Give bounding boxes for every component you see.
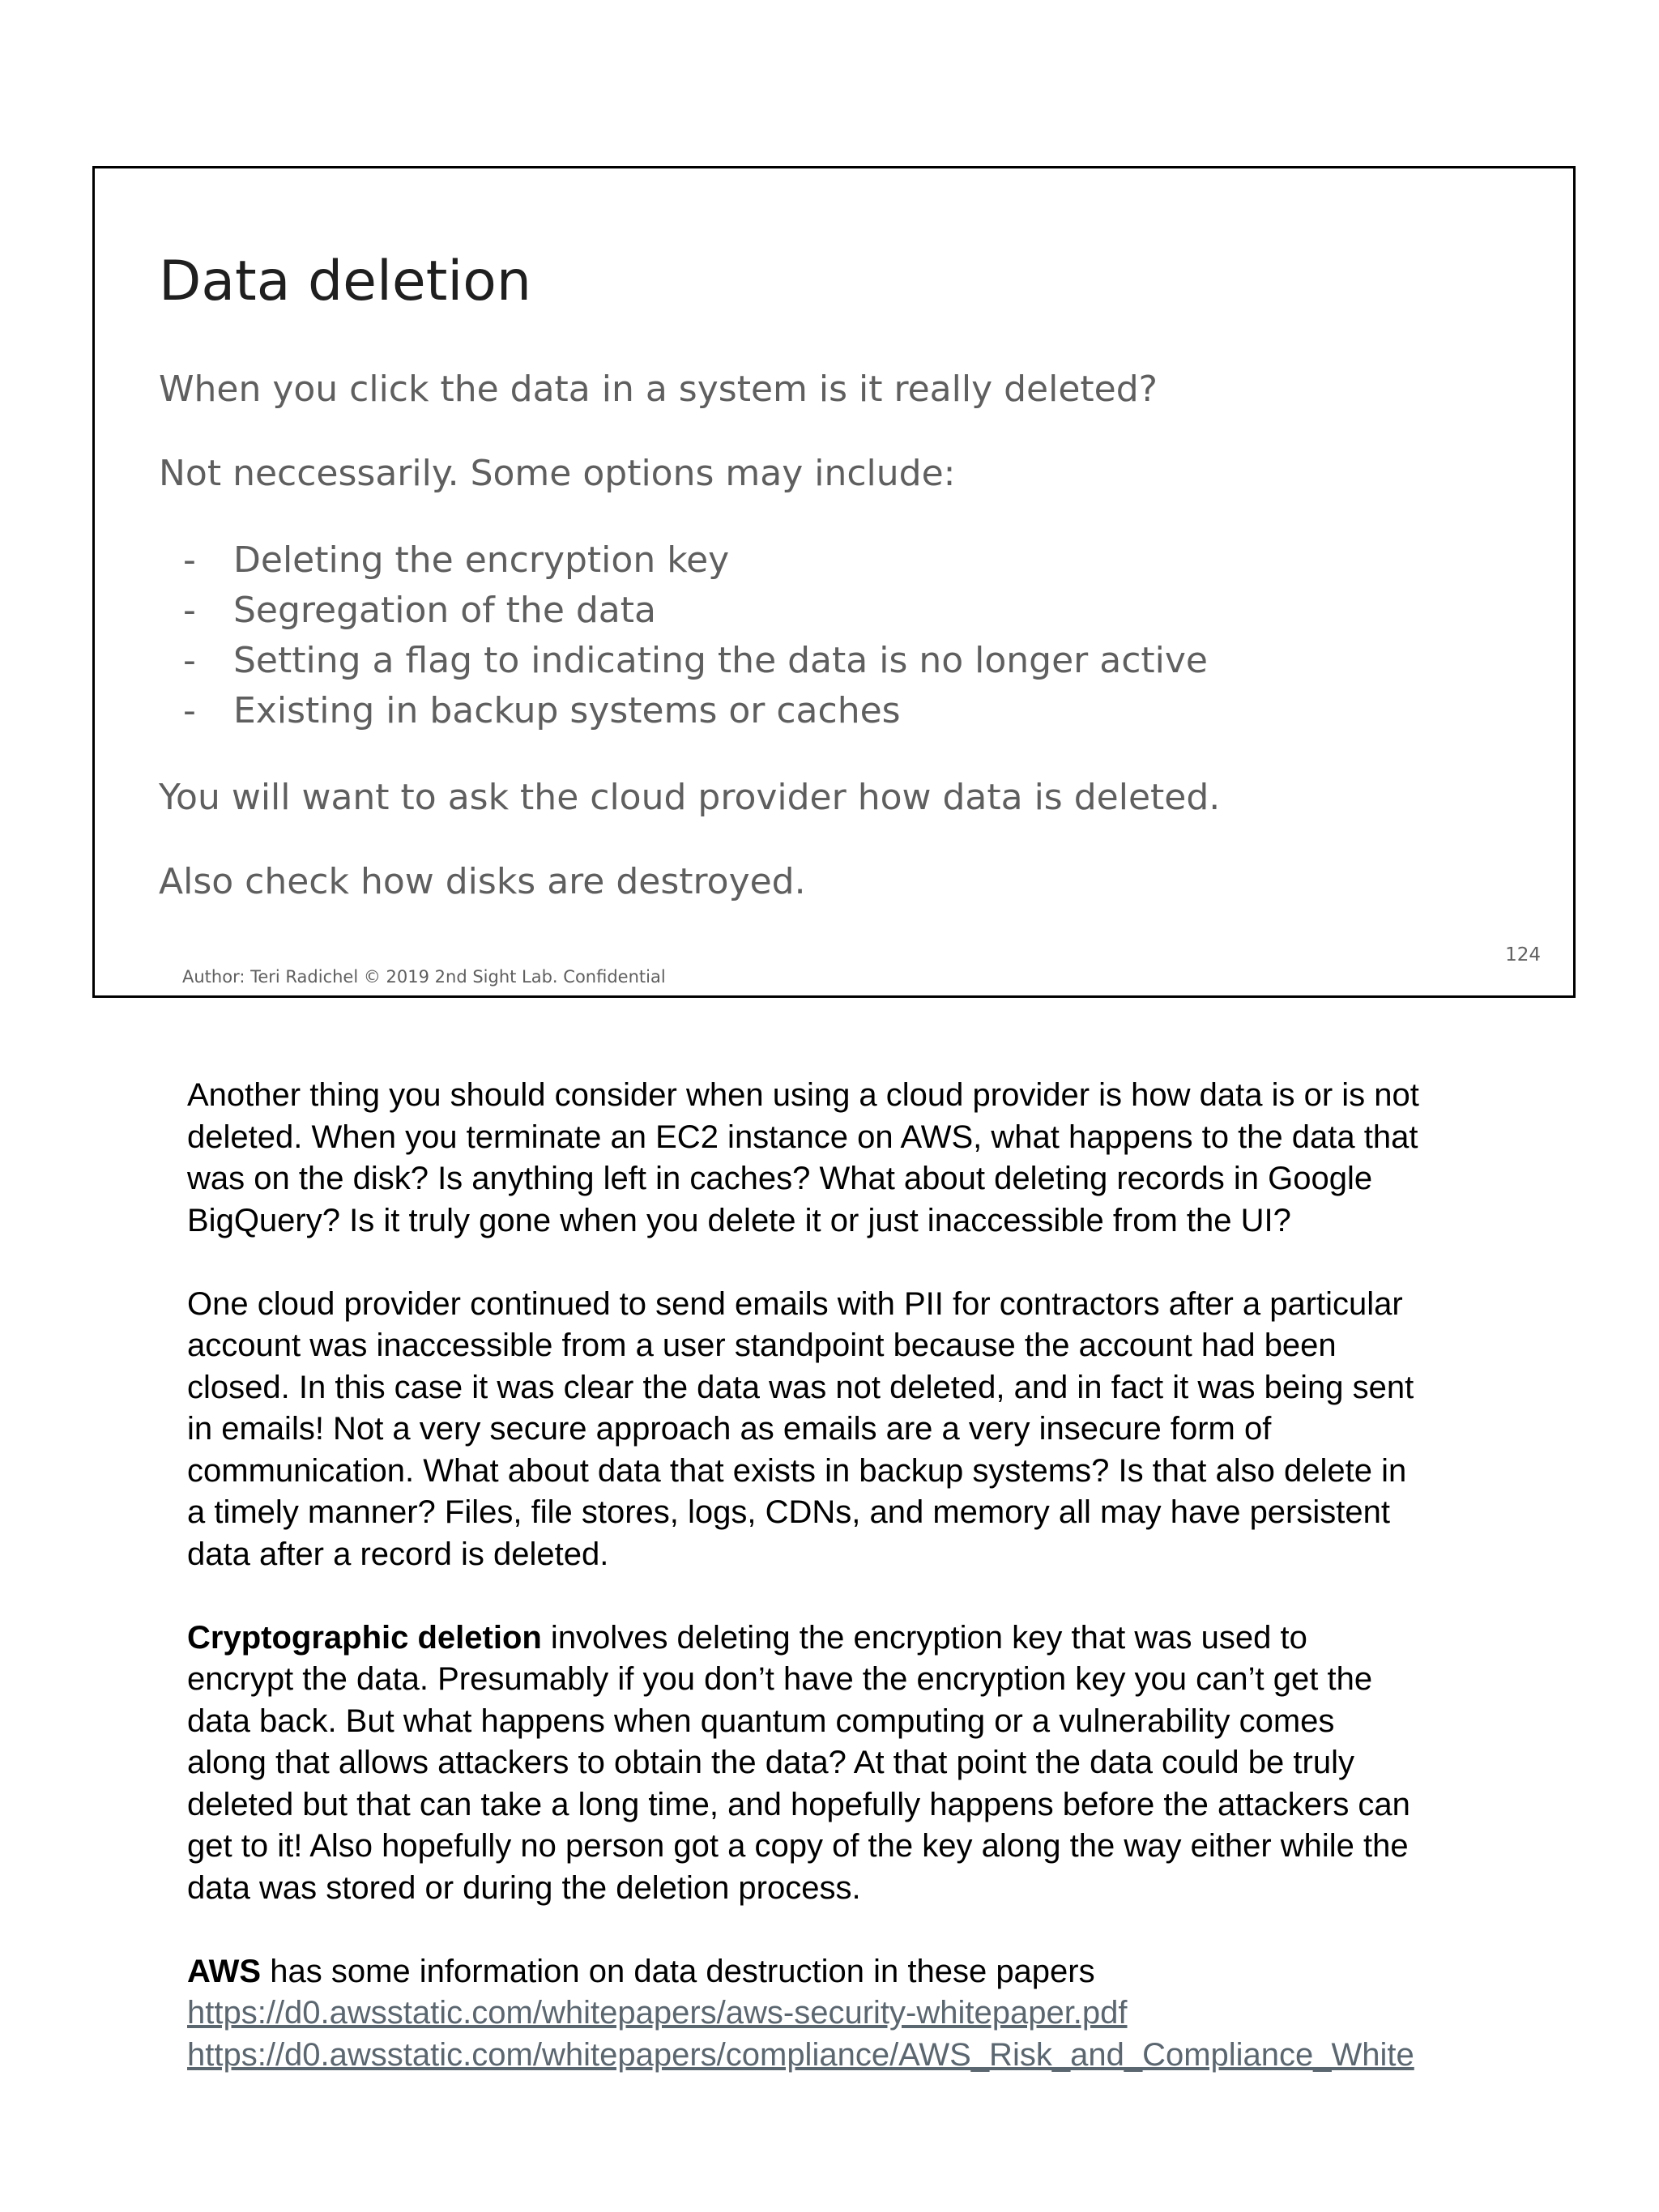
bullet-dash: -	[183, 690, 196, 731]
list-item: - Setting a flag to indicating the data is no longer active	[159, 636, 1536, 686]
aws-risk-compliance-link[interactable]: https://d0.awsstatic.com/whitepapers/compliance/AWS_Risk_and_Compliance_White	[187, 2036, 1414, 2073]
crypto-deletion-term: Cryptographic deletion	[187, 1619, 542, 1656]
slide-check: Also check how disks are destroyed.	[159, 861, 806, 902]
slide-question: When you click the data in a system is it really deleted?	[159, 369, 1158, 410]
slide-frame	[92, 166, 1576, 998]
slide-intro: Not neccessarily. Some options may include:	[159, 453, 956, 494]
aws-term: AWS	[187, 1953, 262, 1989]
slide-footer: Author: Teri Radichel © 2019 2nd Sight Lab. Confidential	[182, 967, 666, 987]
slide-page-number: 124	[1505, 944, 1541, 965]
slide-title: Data deletion	[159, 249, 531, 313]
aws-security-whitepaper-link[interactable]: https://d0.awsstatic.com/whitepapers/aws-security-whitepaper.pdf	[187, 1995, 1128, 2031]
bullet-dash: -	[183, 539, 196, 581]
slide-bullet-list	[159, 535, 1536, 736]
notes-paragraph-2: One cloud provider continued to send emails with PII for contractors after a particular account was inaccessible from a user standpoint because the account had been closed. In this case it was clear the data was not deleted, and in fact it was being sent in emails! Not a very secure approach as emails are a very insecure form of communication. What about data that exists in backup systems? Is that also delete in a timely manner? Files, file stores, logs, CDNs, and memory all may have persistent data after a record is deleted.	[187, 1285, 1414, 1572]
notes-paragraph-1: Another thing you should consider when using a cloud provider is how data is or is not deleted. When you terminate an EC2 instance on AWS, what happens to the data that was on the disk? Is anything left in caches? What about deleting records in Google BigQuery? Is it truly gone when you delete it or just inaccessible from the UI?	[187, 1077, 1419, 1238]
list-item: - Existing in backup systems or caches	[159, 686, 1536, 736]
notes-paragraph-3: Cryptographic deletion involves deleting the encryption key that was used to encrypt the data. Presumably if you don’t have the encryption key you can’t get the data back. But what happens when quantum computing or a vulnerability comes along that allows attackers to obtain the data? At that point the data could be truly deleted but that can take a long time, and hopefully happens before the attackers can get to it! Also hopefully no person got a copy of the key along the way either while the data was stored or during the deletion process.	[187, 1619, 1410, 1906]
slide-body	[159, 367, 1536, 905]
bullet-dash: -	[183, 590, 196, 631]
slide-advice: You will want to ask the cloud provider how data is deleted.	[159, 777, 1221, 818]
bullet-dash: -	[183, 640, 196, 681]
speaker-notes	[187, 1075, 1516, 2118]
notes-paragraph-4: AWS has some information on data destruction in these papers https://d0.awsstatic.com/whitepapers/aws-security-whitepaper.pdf https://d0.awsstatic.com/whitepapers/compliance/AWS_Risk_and_Compliance_White	[187, 1951, 1516, 2077]
list-item: - Segregation of the data	[159, 586, 1536, 636]
list-item: - Deleting the encryption key	[159, 535, 1536, 586]
